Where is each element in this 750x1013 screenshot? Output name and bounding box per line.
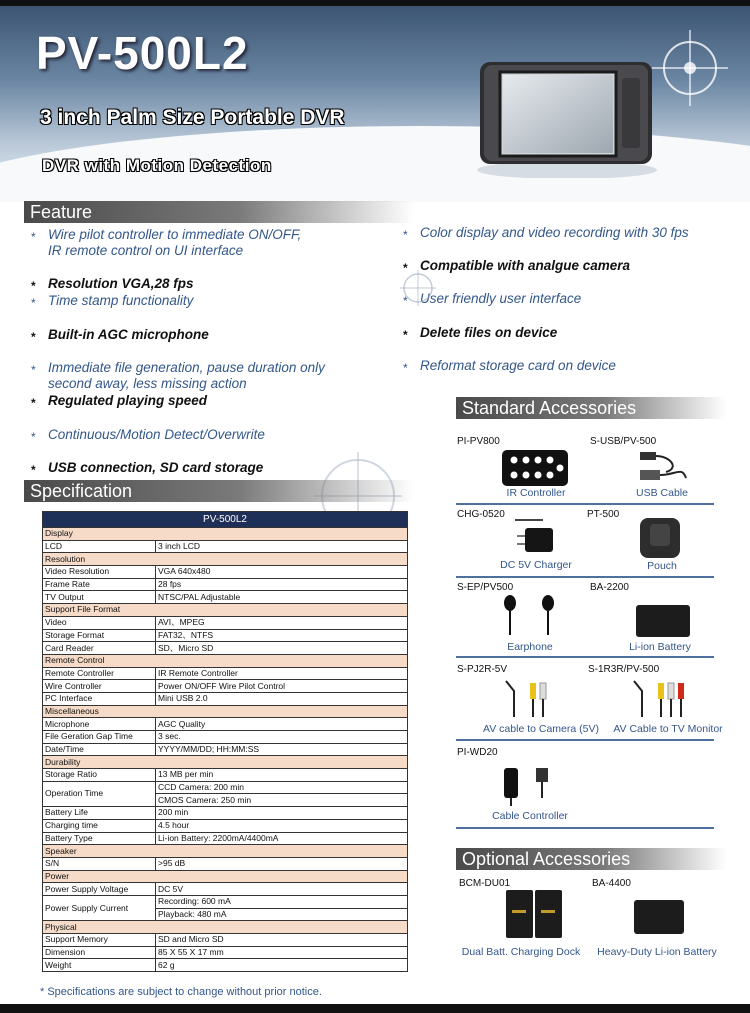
spec-value: SD、Micro SD [156, 642, 408, 655]
spec-value: Playback: 480 mA [156, 908, 408, 921]
star-bullet-icon: * [403, 361, 408, 375]
specification-heading: Specification [30, 481, 133, 501]
header-banner [0, 6, 750, 202]
spec-key: Microphone [43, 718, 156, 731]
spec-category-row [43, 528, 408, 541]
spec-value: Power ON/OFF Wire Pilot Control [156, 680, 408, 693]
spec-row [43, 769, 408, 782]
accessory-divider [456, 827, 714, 829]
accessory-label: Cable Controller [492, 810, 568, 822]
star-bullet-icon: * [403, 261, 408, 275]
spec-model-header: PV-500L2 [43, 512, 408, 528]
spec-row [43, 857, 408, 870]
spec-value: AGC Quality [156, 718, 408, 731]
accessory-code: PT-500 [587, 509, 620, 520]
star-bullet-icon: * [31, 279, 36, 293]
star-bullet-icon: * [31, 463, 36, 477]
spec-key: Battery Type [43, 832, 156, 845]
spec-key: Date/Time [43, 743, 156, 756]
spec-value: Li-ion Battery: 2200mA/4400mA [156, 832, 408, 845]
remote-control-icon [500, 448, 570, 488]
earphone-icon [496, 593, 566, 639]
spec-value: CMOS Camera: 250 min [156, 794, 408, 807]
spec-key: Video Resolution [43, 566, 156, 579]
accessory-code: CHG-0520 [457, 509, 505, 520]
spec-row [43, 718, 408, 731]
spec-value: CCD Camera: 200 min [156, 781, 408, 794]
spec-row [43, 895, 408, 908]
spec-row [43, 680, 408, 693]
spec-row [43, 883, 408, 896]
spec-row [43, 934, 408, 947]
spec-key: Wire Controller [43, 680, 156, 693]
spec-row [43, 642, 408, 655]
accessory-divider [456, 576, 714, 578]
accessory-label: AV Cable to TV Monitor [613, 723, 723, 735]
product-tagline: DVR with Motion Detection [42, 156, 272, 175]
wire-controller-icon [496, 762, 560, 808]
optional-accessories-heading: Optional Accessories [462, 849, 631, 869]
spec-category-label: Support File Format [43, 604, 408, 617]
spec-row [43, 959, 408, 972]
spec-key: Operation Time [43, 781, 156, 806]
spec-value: 3 inch LCD [156, 540, 408, 553]
spec-category-label: Miscellaneous [43, 705, 408, 718]
accessory-code: S-1R3R/PV-500 [588, 664, 660, 675]
product-title: PV-500L2 [36, 27, 249, 79]
star-bullet-icon: * [31, 296, 36, 310]
spec-value: 3 sec. [156, 731, 408, 744]
spec-key: Dimension [43, 946, 156, 959]
spec-key: File Geration Gap Time [43, 731, 156, 744]
spec-row [43, 692, 408, 705]
spec-key: Power Supply Current [43, 895, 156, 920]
accessory-label: Li-ion Battery [629, 641, 691, 653]
spec-category-label: Power [43, 870, 408, 883]
spec-value: 62 g [156, 959, 408, 972]
accessory-code: PI-PV800 [457, 436, 500, 447]
standard-accessories-heading: Standard Accessories [462, 398, 637, 418]
accessory-label: USB Cable [636, 487, 688, 499]
feature-item: * Time stamp functionality [31, 293, 194, 310]
star-bullet-icon: * [31, 430, 36, 444]
spec-category-row [43, 845, 408, 858]
battery-icon [632, 896, 688, 938]
spec-category-row [43, 553, 408, 566]
spec-key: Card Reader [43, 642, 156, 655]
spec-key: Power Supply Voltage [43, 883, 156, 896]
spec-value: NTSC/PAL Adjustable [156, 591, 408, 604]
spec-category-row [43, 604, 408, 617]
accessory-code: S-EP/PV500 [457, 582, 514, 593]
star-bullet-icon: * [403, 294, 408, 308]
accessory-label: Dual Batt. Charging Dock [461, 946, 581, 958]
accessory-code: S-PJ2R-5V [457, 664, 508, 675]
spec-value: 28 fps [156, 578, 408, 591]
accessory-label: Pouch [647, 560, 677, 572]
spec-key: Frame Rate [43, 578, 156, 591]
spec-value: SD and Micro SD [156, 934, 408, 947]
accessory-divider [456, 739, 714, 741]
spec-category-label: Remote Control [43, 654, 408, 667]
spec-value: >95 dB [156, 857, 408, 870]
star-bullet-icon: * [403, 328, 408, 342]
spec-key: S/N [43, 857, 156, 870]
spec-category-row [43, 870, 408, 883]
spec-row [43, 616, 408, 629]
spec-key: Weight [43, 959, 156, 972]
spec-table [42, 511, 408, 972]
star-bullet-icon: * [31, 363, 36, 377]
spec-key: Storage Format [43, 629, 156, 642]
feature-item: * Compatible with analgue camera [403, 258, 631, 275]
spec-value: AVI、MPEG [156, 616, 408, 629]
spec-key: LCD [43, 540, 156, 553]
spec-value: 200 min [156, 807, 408, 820]
spec-value: VGA 640x480 [156, 566, 408, 579]
feature-section-bar [24, 201, 414, 223]
charger-icon [505, 514, 565, 556]
specification-section-bar [24, 480, 414, 502]
spec-category-label: Display [43, 528, 408, 541]
spec-key: Storage Ratio [43, 769, 156, 782]
spec-category-row [43, 921, 408, 934]
spec-key: Support Memory [43, 934, 156, 947]
feature-item: * Delete files on device [403, 325, 558, 342]
feature-item: * User friendly user interface [403, 291, 582, 308]
accessory-label: DC 5V Charger [500, 559, 572, 571]
spec-category-row [43, 705, 408, 718]
spec-row [43, 781, 408, 794]
feature-item: * Immediate file generation, pause duration only second away, less missing action [31, 360, 325, 391]
spec-row [43, 629, 408, 642]
spec-category-label: Speaker [43, 845, 408, 858]
spec-category-label: Physical [43, 921, 408, 934]
spec-key: PC Interface [43, 692, 156, 705]
spec-category-label: Durability [43, 756, 408, 769]
spec-key: Charging time [43, 819, 156, 832]
dvr-device-image [472, 58, 658, 178]
accessory-code: PI-WD20 [457, 747, 498, 758]
usb-cable-icon [630, 448, 692, 486]
spec-row [43, 743, 408, 756]
optional-accessories-bar [456, 848, 726, 870]
spec-row [43, 667, 408, 680]
spec-row [43, 832, 408, 845]
spec-key: Battery Life [43, 807, 156, 820]
product-subtitle: 3 inch Palm Size Portable DVR [40, 106, 345, 129]
feature-heading: Feature [30, 202, 93, 222]
spec-row [43, 540, 408, 553]
spec-key: Video [43, 616, 156, 629]
battery-icon [632, 601, 694, 641]
av-cable-icon [500, 675, 560, 721]
feature-item: * Reformat storage card on device [403, 358, 616, 375]
feature-item: * Wire pilot controller to immediate ON/OFF, IR remote control on UI interface [31, 227, 302, 258]
crosshair-icon [650, 28, 730, 108]
accessory-divider [456, 656, 714, 658]
spec-value: Mini USB 2.0 [156, 692, 408, 705]
accessory-code: BA-4400 [592, 878, 631, 889]
star-bullet-icon: * [31, 330, 36, 344]
feature-item: * Resolution VGA,28 fps [31, 276, 194, 293]
spec-table-header [43, 512, 408, 528]
spec-value: 13 MB per min [156, 769, 408, 782]
charging-dock-icon [504, 888, 566, 940]
feature-item: * Regulated playing speed [31, 393, 208, 410]
spec-key: Remote Controller [43, 667, 156, 680]
pouch-icon [636, 514, 684, 560]
accessory-label: Earphone [507, 641, 553, 653]
accessory-code: BCM-DU01 [459, 878, 511, 889]
feature-item: * USB connection, SD card storage [31, 460, 264, 477]
spec-value: FAT32、NTFS [156, 629, 408, 642]
spec-row [43, 946, 408, 959]
av-cable-icon [628, 675, 698, 721]
star-bullet-icon: * [31, 230, 36, 244]
accessory-code: S-USB/PV-500 [590, 436, 657, 447]
spec-value: 4.5 hour [156, 819, 408, 832]
feature-item: * Built-in AGC microphone [31, 327, 209, 344]
spec-row [43, 578, 408, 591]
spec-value: 85 X 55 X 17 mm [156, 946, 408, 959]
accessory-divider [456, 503, 714, 505]
spec-value: IR Remote Controller [156, 667, 408, 680]
spec-row [43, 819, 408, 832]
spec-category-row [43, 756, 408, 769]
spec-category-row [43, 654, 408, 667]
spec-row [43, 807, 408, 820]
crosshair-icon [398, 268, 438, 308]
spec-key: TV Output [43, 591, 156, 604]
accessory-label: AV cable to Camera (5V) [483, 723, 599, 735]
spec-value: Recording: 600 mA [156, 895, 408, 908]
spec-value: YYYY/MM/DD; HH:MM:SS [156, 743, 408, 756]
bottom-bar [0, 1004, 750, 1013]
feature-item: * Color display and video recording with 30 fps [403, 225, 689, 242]
spec-row [43, 566, 408, 579]
star-bullet-icon: * [31, 396, 36, 410]
standard-accessories-bar [456, 397, 726, 419]
accessory-label: IR Controller [506, 487, 566, 499]
spec-row [43, 731, 408, 744]
feature-item: * Continuous/Motion Detect/Overwrite [31, 427, 265, 444]
spec-row [43, 591, 408, 604]
spec-value: DC 5V [156, 883, 408, 896]
spec-footnote: * Specifications are subject to change without prior notice. [40, 986, 322, 998]
star-bullet-icon: * [403, 228, 408, 242]
accessory-code: BA-2200 [590, 582, 629, 593]
accessory-label: Heavy-Duty Li-ion Battery [597, 946, 717, 958]
spec-category-label: Resolution [43, 553, 408, 566]
